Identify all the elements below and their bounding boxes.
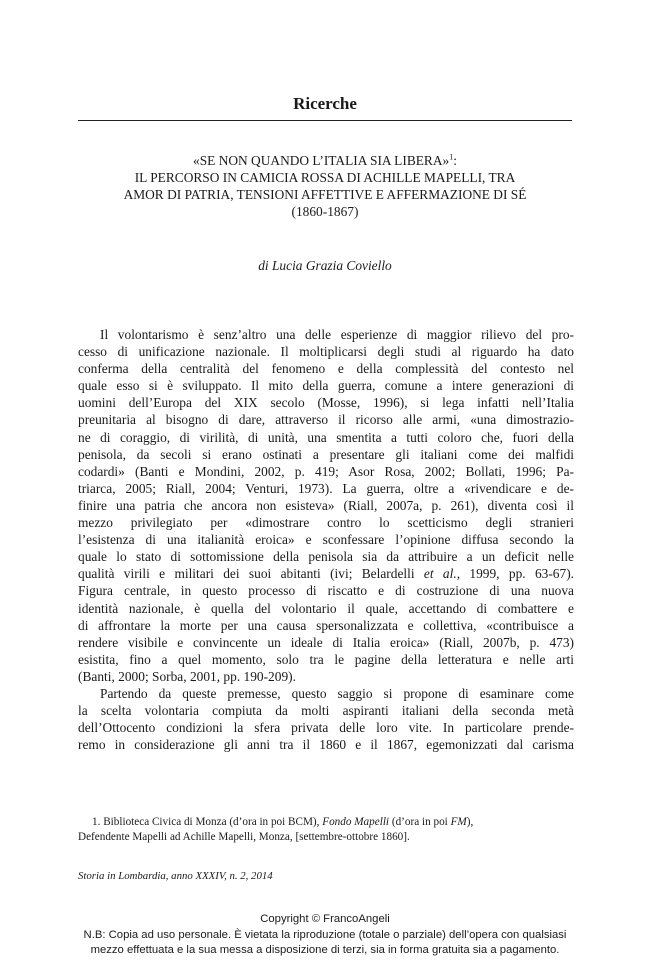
- body-line: rendere visibile e convincente un ideale di Italia eroica» (Riall, 2007b, p. 473): [78, 634, 574, 650]
- body-line: di affrontare la morte per una causa spersonalizzata e collettiva, «contribuisce a: [78, 617, 574, 633]
- body-line: uomini dell’Europa del XIX secolo (Mosse, 1996), si lega infatti nell’Italia: [78, 395, 574, 411]
- footnote-italic: Fondo Mapelli: [322, 816, 390, 828]
- body-line: Il volontarismo è senz’altro una delle esperienze di maggior rilievo del pro-: [100, 327, 574, 342]
- body-line: conferma della centralità del fenomeno e della complessità del contesto nel: [78, 361, 574, 377]
- body-line: quale lo stato di sottomissione della penisola sia da attribuire a un deficit nelle: [78, 549, 574, 565]
- usage-notice-line-1: N.B: Copia ad uso personale. È vietata la riproduzione (totale o parziale) dell’opera con qualsiasi: [83, 929, 567, 941]
- body-line: codardi» (Banti e Mondini, 2002, p. 419; Asor Rosa, 2002; Bollati, 1996; Pa-: [78, 463, 574, 479]
- body-line-part: , 1999, pp. 63-67).: [456, 566, 575, 582]
- title-line-1-end: :: [453, 153, 457, 168]
- header-rule: [78, 120, 572, 121]
- body-line: mezzo privilegiato per «dimostrare contro lo scetticismo degli stranieri: [78, 515, 574, 531]
- usage-notice: [0, 928, 650, 958]
- body-line: (Banti, 2000; Sorba, 2001, pp. 190-209).: [78, 668, 296, 684]
- section-header: Ricerche: [293, 94, 357, 113]
- body-line: cesso di unificazione nazionale. Il moltiplicarsi degli studi al riguardo ha dato: [78, 344, 574, 360]
- body-text: [78, 326, 574, 753]
- body-line-italic: et al.: [423, 566, 457, 582]
- body-line: Figura centrale, in questo processo di riscatto e di costruzione di una nuova: [78, 583, 574, 599]
- title-line-4: (1860-1867): [291, 204, 359, 219]
- body-line-part: qualità virili e militari dei suoi abitanti (ivi; Belardelli: [78, 566, 415, 582]
- body-line: l’esistenza di una italianità eroica» e sconfessare l’opinione diffusa secondo la: [78, 532, 574, 548]
- footnote-line-2: Defendente Mapelli ad Achille Mapelli, Monza, [settembre-ottobre 1860].: [78, 831, 410, 843]
- author-byline: di Lucia Grazia Coviello: [258, 258, 392, 273]
- body-line: ne di coraggio, di virilità, di unità, una smentita a tutti coloro che, fuori della: [78, 429, 574, 445]
- journal-citation: Storia in Lombardia, anno XXXIV, n. 2, 2014: [78, 870, 273, 882]
- footnote: [78, 815, 574, 845]
- title-line-2: IL PERCORSO IN CAMICIA ROSSA DI ACHILLE MAPELLI, TRA: [134, 170, 516, 185]
- body-line: quale esso si è sviluppato. Il mito della guerra, comune a intere generazioni di: [78, 378, 574, 394]
- body-line: [78, 565, 574, 582]
- body-line: penisola, da secoli si erano ostinati a presentare gli italiani come dei malfidi: [78, 446, 574, 462]
- title-line-3: AMOR DI PATRIA, TENSIONI AFFETTIVE E AFFERMAZIONE DI SÉ: [123, 187, 527, 202]
- body-line: la scelta volontaria compiuta da molti aspiranti italiani della seconda metà: [78, 703, 574, 719]
- usage-notice-line-2: mezzo effettuata e la sua messa a disposizione di terzi, sia in forma gratuita sia a pagamento.: [90, 944, 560, 956]
- body-line: finire una patria che ancora non esisteva» (Riall, 2007a, p. 261), diventa così il: [78, 497, 574, 513]
- body-line: dell’Ottocento condizioni la sfera privata delle loro vite. In particolare prende-: [78, 720, 574, 736]
- body-line: remo in considerazione gli anni tra il 1860 e il 1867, egemonizzati dal carisma: [78, 737, 574, 753]
- body-line: esistita, fino a quel momento, solo tra le pagine della letteratura e nelle arti: [78, 651, 574, 667]
- body-line: Partendo da queste premesse, questo saggio si propone di esaminare come: [100, 685, 574, 701]
- footnote-ref[interactable]: 1: [449, 152, 454, 162]
- footnote-text: (d’ora in poi: [389, 816, 451, 828]
- copyright-notice: Copyright © FrancoAngeli: [260, 913, 390, 925]
- footnote-italic: FM: [450, 816, 467, 828]
- article-title: [78, 152, 572, 220]
- title-line-1: [78, 152, 572, 169]
- footnote-text: 1. Biblioteca Civica di Monza (d’ora in poi BCM),: [92, 816, 323, 828]
- body-line: triarca, 2005; Riall, 2004; Venturi, 1973). La guerra, oltre a «rivendicare e de-: [78, 480, 574, 496]
- footnote-text: ),: [466, 816, 474, 828]
- body-line: identità nazionale, è quella del volontario il quale, accettando di combattere e: [78, 600, 574, 616]
- footnote-line-1: [78, 815, 574, 830]
- body-line: preunitaria al bisogno di dare, attraverso il ricorso alle armi, «una dimostrazio-: [78, 412, 574, 428]
- title-line-1-text: «SE NON QUANDO L’ITALIA SIA LIBERA»: [193, 153, 450, 168]
